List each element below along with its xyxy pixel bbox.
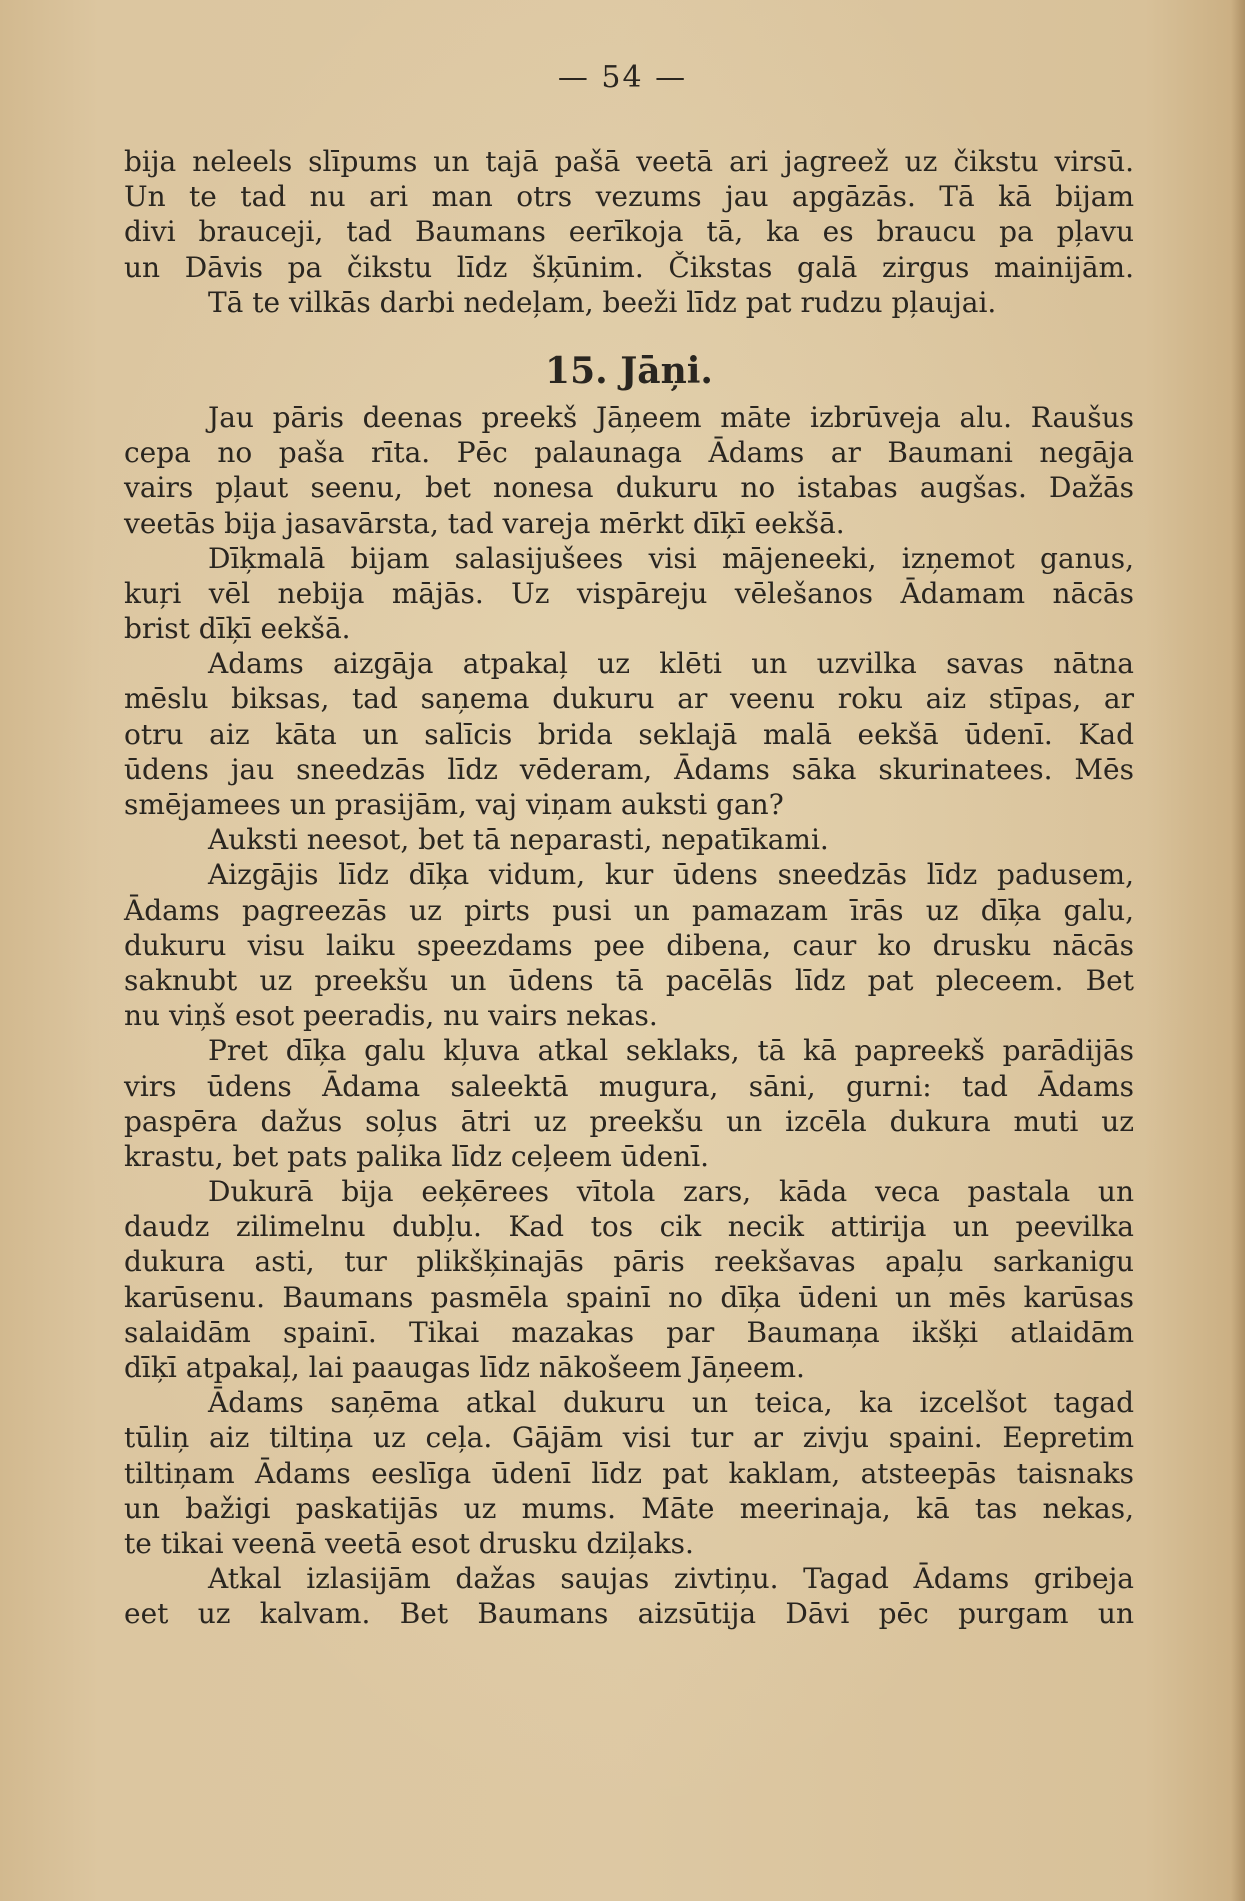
text-line: tūliņ aiz tiltiņa uz ceļa. Gājām visi tur ar zivju spaini. Eepretim bbox=[124, 1421, 1134, 1455]
text-line: bija neleels slīpums un tajā pašā veetā ari jagreež uz čikstu virsū. bbox=[124, 145, 1134, 178]
text-line: Auksti neesot, bet tā neparasti, nepatīkami. bbox=[208, 823, 829, 857]
text-line: un Dāvis pa čikstu līdz šķūnim. Čikstas galā zirgus mainijām. bbox=[124, 250, 1134, 284]
text-line: divi brauceji, tad Baumans eerīkoja tā, ka es braucu pa pļavu bbox=[124, 215, 1134, 249]
text-line: dukura asti, tur plikšķinajās pāris reekšavas apaļu sarkanigu bbox=[124, 1245, 1134, 1279]
text-line: veetās bija jasavārsta, tad vareja mērkt dīķī eekšā. bbox=[124, 506, 845, 540]
text-line: virs ūdens Ādama saleektā mugura, sāni, gurni: tad Ādams bbox=[124, 1069, 1134, 1103]
text-line: daudz zilimelnu dubļu. Kad tos cik necik attirija un peevilka bbox=[124, 1210, 1134, 1244]
text-line: Tā te vilkās darbi nedeļam, beeži līdz pat rudzu pļaujai. bbox=[208, 285, 997, 319]
paragraphs-after-heading bbox=[124, 400, 1134, 1632]
paragraphs-before-heading bbox=[124, 144, 1134, 320]
text-line: karūsenu. Baumans pasmēla spainī no dīķa ūdeni un mēs karūsas bbox=[124, 1280, 1134, 1314]
text-line: tiltiņam Ādams eeslīga ūdenī līdz pat kaklam, atsteepās taisnaks bbox=[124, 1456, 1134, 1490]
text-line: ūdens jau sneedzās līdz vēderam, Ādams sāka skurinatees. Mēs bbox=[124, 752, 1134, 786]
text-line: mēslu biksas, tad saņema dukuru ar veenu roku aiz stīpas, ar bbox=[124, 682, 1134, 716]
text-line: otru aiz kāta un salīcis brida seklajā malā eekšā ūdenī. Kad bbox=[124, 717, 1134, 751]
page-number: — 54 — bbox=[557, 60, 688, 95]
text-line: krastu, bet pats palika līdz ceļeem ūdenī. bbox=[124, 1139, 710, 1173]
page-edge-shadow bbox=[1231, 0, 1245, 1901]
chapter-heading: 15. Jāņi. bbox=[545, 349, 713, 392]
text-line: Atkal izlasijām dažas saujas zivtiņu. Tagad Ādams gribeja bbox=[208, 1562, 1134, 1596]
text-line: Adams aizgāja atpakaļ uz klēti un uzvilka savas nātna bbox=[208, 647, 1134, 681]
page-body bbox=[124, 144, 1134, 1632]
text-line: vairs pļaut seenu, bet nonesa dukuru no istabas augšas. Dažās bbox=[124, 471, 1134, 505]
text-line: Dīķmalā bijam salasijušees visi mājeneeki, izņemot ganus, bbox=[208, 541, 1134, 575]
text-line: nu viņš esot peeradis, nu vairs nekas. bbox=[124, 999, 658, 1033]
text-line: smējamees un prasijām, vaj viņam auksti gan? bbox=[124, 788, 784, 821]
text-line: te tikai veenā veetā esot drusku dziļaks. bbox=[124, 1526, 694, 1560]
text-line: cepa no paša rīta. Pēc palaunaga Ādams ar Baumani negāja bbox=[124, 436, 1134, 470]
text-line: Pret dīķa galu kļuva atkal seklaks, tā kā papreekš parādijās bbox=[208, 1034, 1134, 1068]
text-line: dukuru visu laiku speezdams pee dibena, caur ko drusku nācās bbox=[124, 928, 1134, 962]
text-line: dīķī atpakaļ, lai paaugas līdz nākošeem Jāņeem. bbox=[124, 1351, 805, 1384]
text-line: brist dīķī eekšā. bbox=[124, 612, 351, 646]
text-line: Ādams pagreezās uz pirts pusi un pamazam īrās uz dīķa galu, bbox=[124, 893, 1134, 927]
text-line: paspēra dažus soļus ātri uz preekšu un izcēla dukura muti uz bbox=[124, 1104, 1134, 1138]
text-line: Un te tad nu ari man otrs vezums jau apgāzās. Tā kā bijam bbox=[124, 180, 1134, 214]
text-line: salaidām spainī. Tikai mazakas par Baumaņa ikšķi atlaidām bbox=[124, 1315, 1134, 1349]
text-line: Ādams saņēma atkal dukuru un teica, ka izcelšot tagad bbox=[208, 1386, 1134, 1420]
text-line: eet uz kalvam. Bet Baumans aizsūtija Dāvi pēc purgam un bbox=[124, 1597, 1134, 1631]
text-line: Aizgājis līdz dīķa vidum, kur ūdens sneedzās līdz padusem, bbox=[208, 858, 1134, 892]
text-line: Jau pāris deenas preekš Jāņeem māte izbrūveja alu. Raušus bbox=[208, 400, 1134, 434]
text-line: kuŗi vēl nebija mājās. Uz vispāreju vēlešanos Ādamam nācās bbox=[124, 576, 1134, 610]
text-line: un bažigi paskatijās uz mums. Māte meerinaja, kā tas nekas, bbox=[124, 1491, 1134, 1525]
text-line: Dukurā bija eeķērees vītola zars, kāda veca pastala un bbox=[208, 1175, 1134, 1209]
text-line: saknubt uz preekšu un ūdens tā pacēlās līdz pat pleceem. Bet bbox=[124, 963, 1134, 997]
